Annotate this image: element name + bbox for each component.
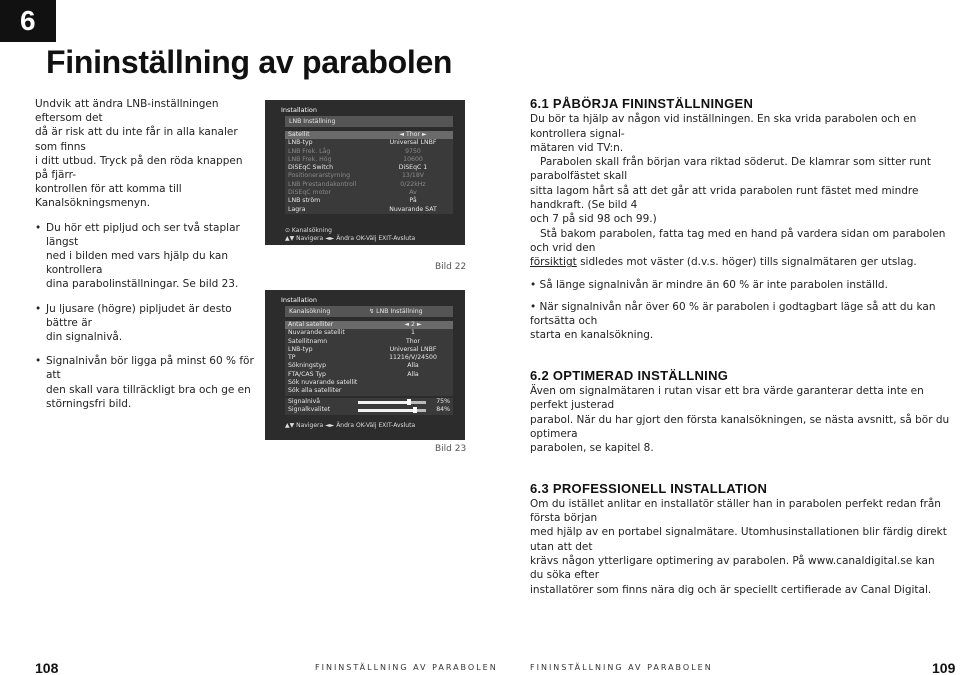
text-line: parabolen, se kapitel 8. xyxy=(530,442,654,455)
text-line: Stå bakom parabolen, fatta tag med en hand på vardera sidan om parabolen och vrid den xyxy=(530,227,946,254)
signal-level-value: 75% xyxy=(436,398,450,405)
settings-row xyxy=(285,164,453,172)
row-key: FTA/CAS Typ xyxy=(288,370,326,378)
text-line: sitta lagom hårt så att det går att vrida parabolen runt fästet med mindre handkraft. (Se bild 4 xyxy=(530,184,919,212)
row-value: 1 xyxy=(411,329,415,337)
tab-label: LNB Inställning xyxy=(289,118,336,125)
left-column xyxy=(35,97,257,421)
row-key: Nuvarande satellit xyxy=(288,329,345,337)
settings-panel xyxy=(285,131,453,214)
bullet-item xyxy=(530,300,950,343)
row-key: LNB-typ xyxy=(288,139,313,147)
bullet-dot: • xyxy=(35,302,42,315)
figure-caption: Bild 23 xyxy=(435,444,467,454)
intro-line: kontrollen för att komma till Kanalsökningsmenyn. xyxy=(35,183,182,210)
bullet-item xyxy=(35,221,257,292)
signal-quality-label: Signalkvalitet xyxy=(288,406,331,414)
tv-screenshot-lnb-settings xyxy=(265,100,465,245)
row-key: LNB Prestandakontroll xyxy=(288,180,357,188)
signal-level-knob xyxy=(407,399,411,405)
bullet-dot: • xyxy=(35,355,42,368)
text-line: krävs någon ytterligare optimering av parabolen. På www.canaldigital.se kan du söka efter xyxy=(530,555,935,582)
row-value: Av xyxy=(409,189,417,197)
row-value: Alla xyxy=(407,370,419,378)
settings-row xyxy=(285,362,453,370)
paragraph xyxy=(530,155,950,226)
bullet-line: Signalnivån bör ligga på minst 60 % för att xyxy=(46,355,254,382)
settings-row xyxy=(285,321,453,329)
signal-level-row xyxy=(285,398,453,406)
row-key: TP xyxy=(288,354,296,362)
bullet-line: störningsfri bild. xyxy=(46,397,132,410)
settings-row xyxy=(285,148,453,156)
signal-level-fill xyxy=(358,401,409,404)
signal-panel xyxy=(285,398,453,415)
tab-label: ↯ LNB Inställning xyxy=(369,308,423,315)
text-line: Du bör ta hjälp av någon vid inställningen. En ska vrida parabolen och en kontrollera signal- xyxy=(530,113,917,140)
row-value: 0/22kHz xyxy=(400,180,426,188)
row-key: Sök nuvarande satellit xyxy=(288,379,358,387)
row-key: Satellitnamn xyxy=(288,337,328,345)
signal-level-bar xyxy=(358,401,426,404)
settings-row xyxy=(285,189,453,197)
row-key: DiSEqC Switch xyxy=(288,164,333,172)
screen-title: Installation xyxy=(281,296,318,304)
paragraph xyxy=(530,384,950,455)
row-key: Positionerarstyrning xyxy=(288,172,351,180)
row-value: 13/18V xyxy=(401,172,425,180)
text-line: Även om signalmätaren i rutan visar ett bra värde garanterar detta inte en perfekt justerad xyxy=(530,385,924,412)
row-value xyxy=(376,379,450,387)
row-key: DiSEqC motor xyxy=(288,189,332,197)
settings-row xyxy=(285,354,453,362)
bullet-dot: • xyxy=(530,300,537,313)
screen-help: ⊙ Kanalsökning xyxy=(285,227,332,234)
row-value: På xyxy=(409,197,417,205)
row-key: LNB Frek. Hög xyxy=(288,155,332,163)
signal-quality-bar xyxy=(358,409,426,412)
row-key: LNB ström xyxy=(288,197,321,205)
settings-row xyxy=(285,346,453,354)
row-value xyxy=(376,387,450,395)
settings-row xyxy=(285,338,453,346)
tv-screenshot-channel-search xyxy=(265,290,465,440)
intro-line: i ditt utbud. Tryck på den röda knappen på fjärr- xyxy=(35,154,243,182)
settings-row xyxy=(285,139,453,147)
tab-label: Kanalsökning xyxy=(289,308,331,315)
text-line: Så länge signalnivån är mindre än 60 % är inte parabolen inställd. xyxy=(539,278,888,291)
intro-paragraph xyxy=(35,97,257,211)
row-key: LNB-typ xyxy=(288,345,313,353)
signal-quality-value: 84% xyxy=(436,406,450,414)
row-value: Universal LNBF xyxy=(389,139,437,147)
right-column xyxy=(530,97,950,597)
settings-row xyxy=(285,172,453,180)
signal-quality-fill xyxy=(358,409,415,412)
signal-level-label: Signalnivå xyxy=(288,398,321,405)
signal-quality-knob xyxy=(413,407,417,413)
intro-line: då är risk att du inte får in alla kanaler som finns xyxy=(35,126,238,153)
screen-tab xyxy=(285,306,453,317)
settings-row xyxy=(285,379,453,387)
running-footer-right: FININSTÄLLNING AV PARABOLEN xyxy=(530,663,713,672)
paragraph xyxy=(530,497,950,597)
text-line: När signalnivån når över 60 % är parabolen i godtagbart läge så att du kan fortsätta och xyxy=(530,300,936,328)
bullet-dot: • xyxy=(35,221,42,234)
page-number-left: 108 xyxy=(35,660,59,675)
row-key: Antal satelliter xyxy=(288,321,334,328)
figure-caption: Bild 22 xyxy=(435,262,467,272)
row-value: ◄ Thor ► xyxy=(399,131,427,138)
row-value: 11216/V/24500 xyxy=(389,354,437,362)
settings-row xyxy=(285,197,453,205)
settings-row xyxy=(285,371,453,379)
paragraph xyxy=(530,227,950,270)
text-line: med hjälp av en portabel signalmätare. Utomhusinstallationen blir färdig direkt utan att det xyxy=(530,526,947,553)
running-footer-left: FININSTÄLLNING AV PARABOLEN xyxy=(315,663,498,672)
page-title: Fininställning av parabolen xyxy=(46,44,453,80)
row-value: Thor xyxy=(405,337,421,345)
paragraph xyxy=(530,112,950,155)
settings-row xyxy=(285,387,453,395)
text-line: installatörer som finns nära dig och är speciellt certifierade av Canal Digital. xyxy=(530,583,932,596)
text-line: sidledes mot väster (d.v.s. höger) tills signalmätaren ger utslag. xyxy=(576,256,917,269)
chapter-number: 6 xyxy=(0,0,56,42)
bullet-line: Du hör ett pipljud och ser två staplar längst xyxy=(46,221,240,248)
row-key: LNB Frek. Låg xyxy=(288,147,331,155)
settings-panel xyxy=(285,321,453,396)
settings-row xyxy=(285,206,453,214)
page-number-right: 109 xyxy=(932,660,956,675)
row-key: Sökningstyp xyxy=(288,362,327,370)
intro-line: Undvik att ändra LNB-inställningen eftersom det xyxy=(35,98,219,125)
row-value: Alla xyxy=(407,362,419,370)
text-line: och 7 på sid 98 och 99.) xyxy=(530,213,657,226)
row-key: Lagra xyxy=(288,205,306,213)
signal-quality-row xyxy=(285,406,453,414)
screen-footer-keys: ▲▼ Navigera ◄► Ändra OK-Välj EXIT-Avsluta xyxy=(285,422,416,429)
settings-row xyxy=(285,329,453,337)
bullet-line: Ju ljusare (högre) pipljudet är desto bättre är xyxy=(46,302,232,329)
underlined-word: försiktigt xyxy=(530,256,577,269)
text-line: parabol. När du har gjort den första kanalsökningen, se nästa avsnitt, så bör du optimera xyxy=(530,413,950,440)
section-heading: 6.1 PÅBÖRJA FININSTÄLLNINGEN xyxy=(530,96,754,111)
bullet-line: den skall vara tillräckligt bra och ge en xyxy=(46,383,251,396)
row-key: Sök alla satelliter xyxy=(288,387,342,395)
row-value: DiSEqC 1 xyxy=(398,164,428,172)
bullet-item xyxy=(530,278,950,292)
section-heading: 6.3 PROFESSIONELL INSTALLATION xyxy=(530,480,768,496)
text-line: Parabolen skall från början vara riktad söderut. De klamrar som sitter runt parabolfästet skall xyxy=(530,156,931,183)
settings-row xyxy=(285,131,453,139)
bullet-line: dina parabolinställningar. Se bild 23. xyxy=(46,278,239,291)
text-line: Om du istället anlitar en installatör ställer han in parabolen perfekt redan från första början xyxy=(530,497,941,525)
bullet-dot: • xyxy=(530,278,537,291)
settings-row xyxy=(285,156,453,164)
bullet-item xyxy=(35,354,257,411)
bullet-line: ned i bilden med vars hjälp du kan kontrollera xyxy=(46,250,229,277)
settings-row xyxy=(285,181,453,189)
text-line: starta en kanalsökning. xyxy=(530,329,654,342)
row-value: Nuvarande SAT xyxy=(389,205,437,213)
text-line: mätaren vid TV:n. xyxy=(530,141,624,154)
row-value: 10600 xyxy=(403,155,423,163)
screen-title: Installation xyxy=(281,106,318,114)
screen-footer-keys: ▲▼ Navigera ◄► Ändra OK-Välj EXIT-Avsluta xyxy=(285,235,416,242)
bullet-line: din signalnivå. xyxy=(46,331,123,344)
row-key: Satellit xyxy=(288,131,310,138)
row-value: ◄ 2 ► xyxy=(404,321,422,328)
section-heading: 6.2 OPTIMERAD INSTÄLLNING xyxy=(530,367,729,383)
screen-tab xyxy=(285,116,453,127)
row-value: 9750 xyxy=(405,147,421,155)
row-value: Universal LNBF xyxy=(389,345,437,353)
bullet-item xyxy=(35,302,257,345)
